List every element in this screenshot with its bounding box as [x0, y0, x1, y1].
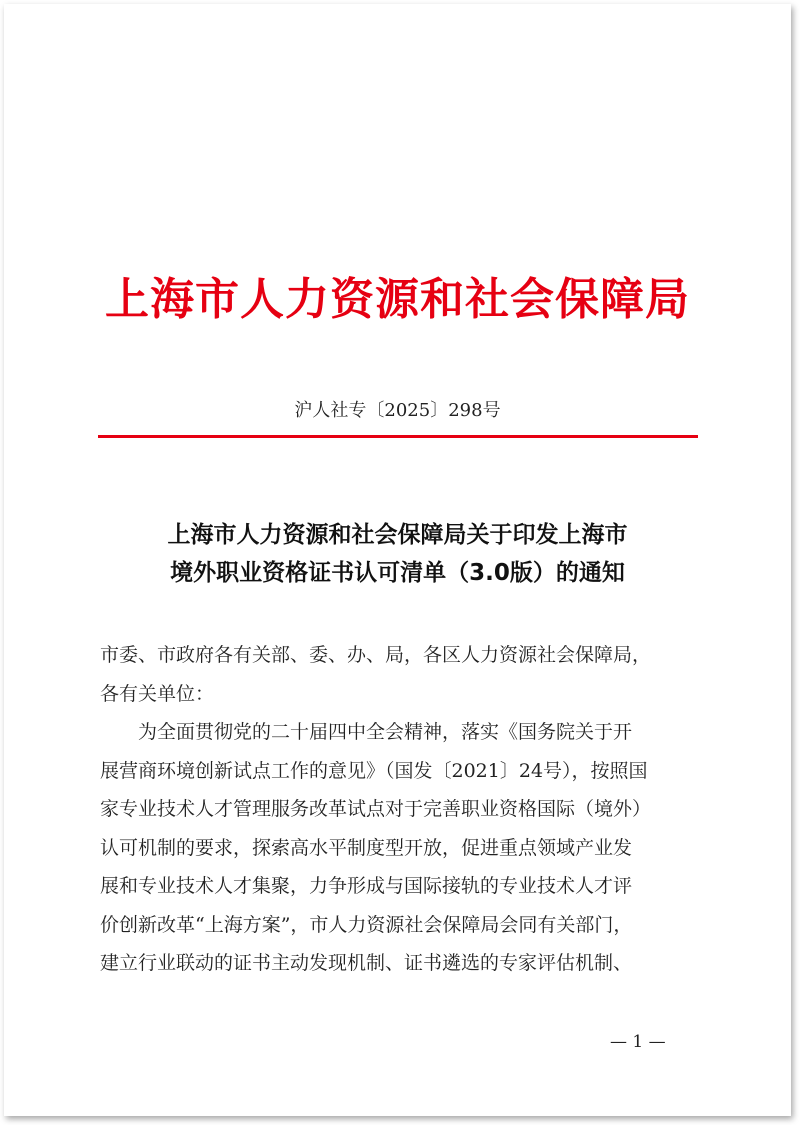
paragraph-line: 建立行业联动的证书主动发现机制、证书遴选的专家评估机制、 — [100, 952, 633, 974]
paragraph-line: 家专业技术人才管理服务改革试点对于完善职业资格国际（境外） — [100, 798, 652, 820]
paragraph-line: 展营商环境创新试点工作的意见》（国发〔2021〕24号），按照国 — [100, 759, 648, 782]
red-separator-line — [98, 435, 698, 438]
paragraph-line: 认可机制的要求，探索高水平制度型开放，促进重点领域产业发 — [100, 836, 633, 859]
paragraph-line: 展和专业技术人才集聚，力争形成与国际接轨的专业技术人才评 — [100, 875, 633, 897]
document-number: 沪人社专〔2025〕298号 — [294, 400, 501, 421]
document-body — [100, 636, 700, 983]
paragraph-line: 价创新改革“上海方案”，市人力资源社会保障局会同有关部门， — [100, 913, 633, 936]
paragraph-line: 为全面贯彻党的二十届四中全会精神，落实《国务院关于开 — [138, 721, 633, 743]
salutation-line: 各有关单位： — [100, 682, 215, 705]
page-number: — 1 — — [610, 1032, 666, 1052]
salutation-line: 市委、市政府各有关部、委、办、局，各区人力资源社会保障局， — [100, 644, 652, 666]
document-title — [4, 516, 791, 592]
title-line: 上海市人力资源和社会保障局关于印发上海市 — [167, 522, 628, 548]
title-line: 境外职业资格证书认可清单（3.0版）的通知 — [170, 560, 625, 586]
issuing-authority-header: 上海市人力资源和社会保障局 — [105, 274, 690, 325]
document-page — [4, 4, 791, 1116]
